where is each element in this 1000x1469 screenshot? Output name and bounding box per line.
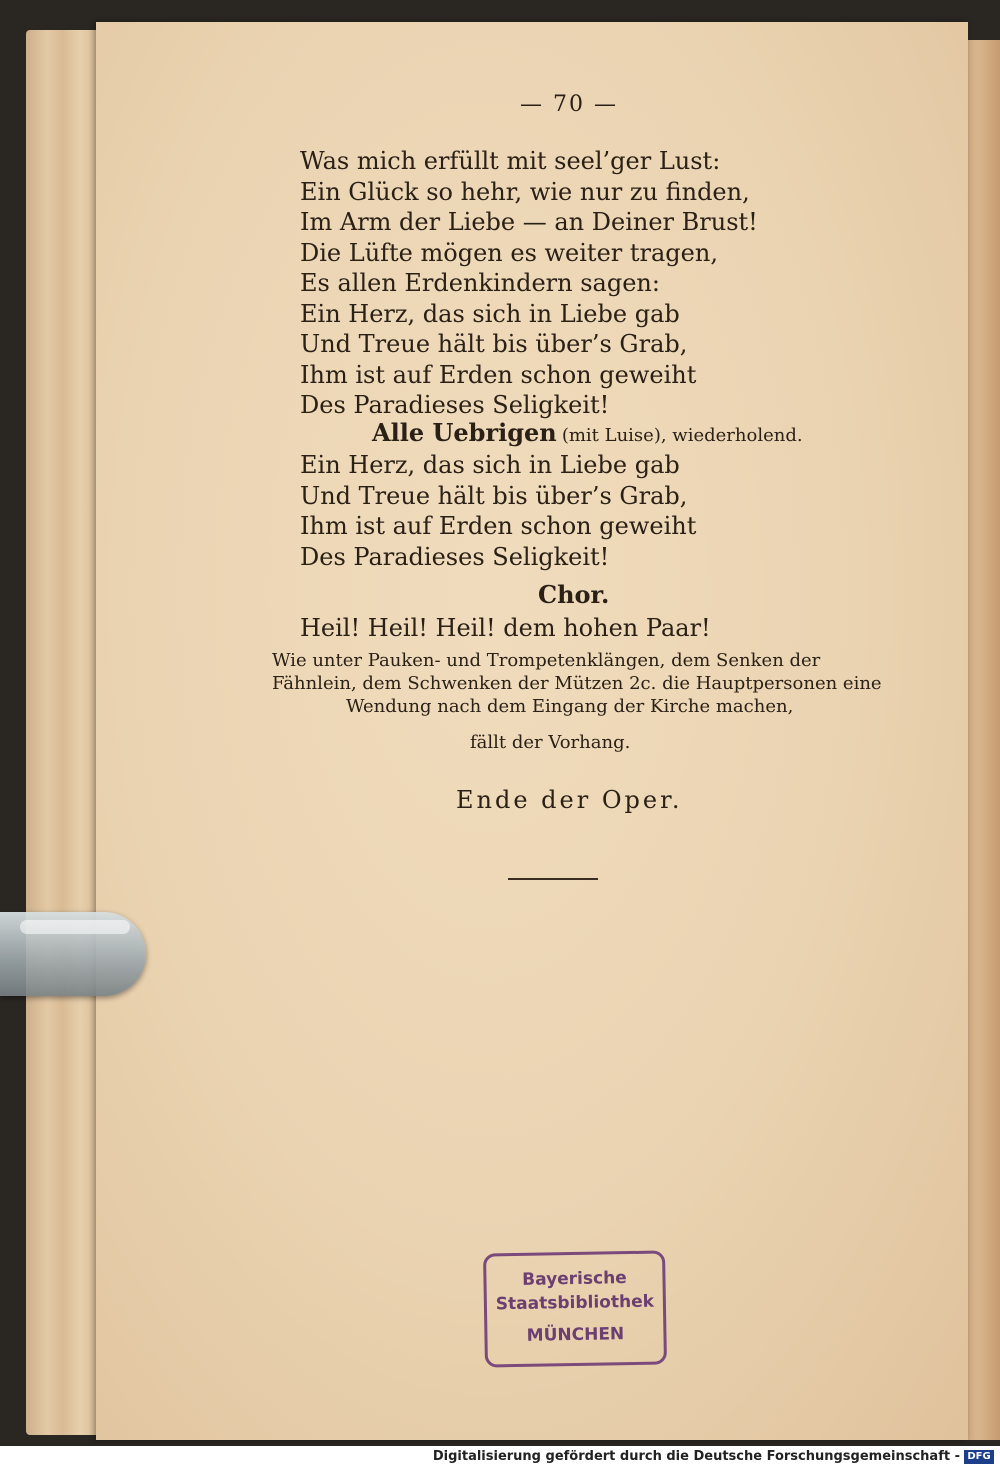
end-rule bbox=[508, 878, 598, 880]
stamp-line: MÜNCHEN bbox=[526, 1324, 625, 1346]
page-number: — 70 — bbox=[520, 92, 618, 117]
verse-line: Die Lüfte mögen es weiter tragen, bbox=[300, 238, 718, 267]
curtain-line: fällt der Vorhang. bbox=[470, 732, 631, 753]
verse-line: Was mich erfüllt mit seel’ger Lust: bbox=[300, 147, 721, 175]
speaker-heading bbox=[372, 418, 803, 447]
verse-line: Es allen Erdenkindern sagen: bbox=[300, 269, 660, 297]
verse-line: Und Treue hält bis über’s Grab, bbox=[300, 330, 688, 358]
stamp-line: Bayerische bbox=[522, 1268, 627, 1290]
clip-highlight bbox=[20, 920, 130, 934]
chorus-line: Heil! Heil! Heil! dem hohen Paar! bbox=[300, 614, 711, 642]
verse-line: Im Arm der Liebe — an Deiner Brust! bbox=[300, 208, 758, 236]
chorus-heading: Chor. bbox=[538, 580, 610, 609]
verse-line: Ein Herz, das sich in Liebe gab bbox=[300, 299, 680, 328]
verse-line: Ein Glück so hehr, wie nur zu finden, bbox=[300, 177, 750, 206]
stage-direction-line: Wendung nach dem Eingang der Kirche machen, bbox=[346, 696, 794, 717]
stage-direction-line: Fähnlein, dem Schwenken der Mützen 2c. die Hauptpersonen eine bbox=[272, 673, 882, 694]
verse-block-1 bbox=[300, 146, 758, 421]
verse-line: Ihm ist auf Erden schon geweiht bbox=[300, 512, 697, 540]
footer-bar bbox=[0, 1446, 1000, 1469]
verse-block-2 bbox=[300, 450, 696, 572]
page-clip bbox=[0, 912, 146, 996]
verse-line: Und Treue hält bis über’s Grab, bbox=[300, 481, 688, 510]
stage-direction-line: Wie unter Pauken- und Trompetenklängen, dem Senken der bbox=[272, 650, 821, 671]
verse-line: Des Paradieses Seligkeit! bbox=[300, 391, 610, 419]
verse-line: Des Paradieses Seligkeit! bbox=[300, 542, 610, 571]
verse-line: Ein Herz, das sich in Liebe gab bbox=[300, 451, 680, 479]
speaker-name: Alle Uebrigen bbox=[372, 418, 557, 447]
speaker-direction: (mit Luise), wiederholend. bbox=[561, 425, 803, 446]
footer-credit: Digitalisierung gefördert durch die Deutsche Forschungsgemeinschaft - bbox=[432, 1449, 960, 1464]
dfg-logo: DFG bbox=[964, 1450, 994, 1464]
ending-line: Ende der Oper. bbox=[456, 786, 683, 814]
stamp-line: Staatsbibliothek bbox=[495, 1291, 655, 1315]
verse-line: Ihm ist auf Erden schon geweiht bbox=[300, 360, 697, 389]
library-stamp bbox=[483, 1250, 667, 1367]
